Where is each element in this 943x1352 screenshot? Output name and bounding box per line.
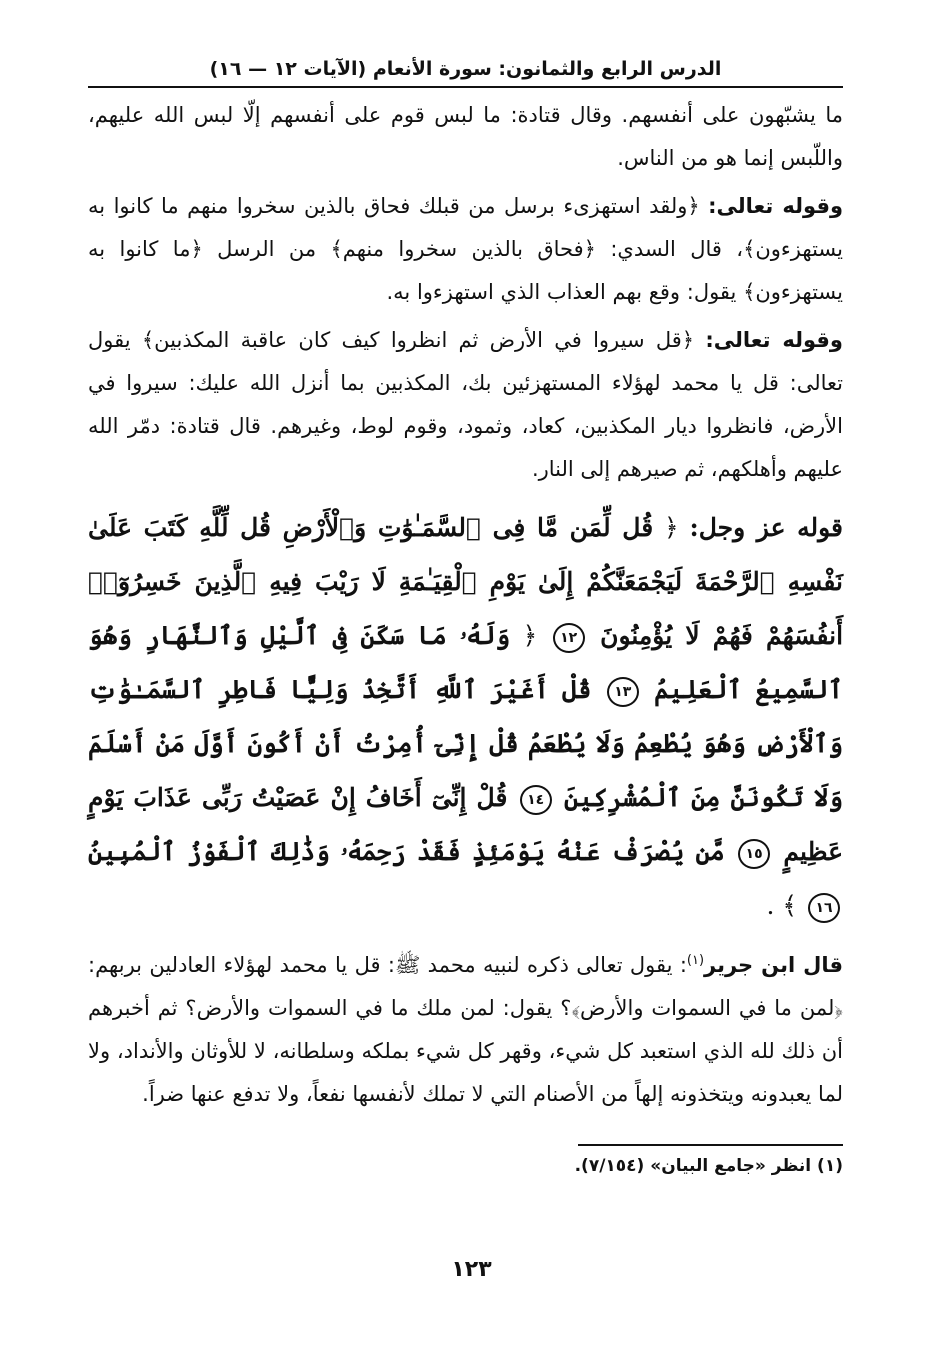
footnote-marker[interactable]: (١) bbox=[686, 953, 705, 968]
verse-text: قُلْ إِنِّىٓ أَخَافُ إِنْ عَصَيْتُ رَبِّى عَذَابَ يَوْمٍ عَظِيمٍ bbox=[88, 783, 843, 866]
paragraph-lead: وقوله تعالى: bbox=[708, 194, 843, 218]
footnote-divider bbox=[578, 1144, 843, 1146]
verse-text: قُلْ أَغَيْرَ ٱللَّهِ أَتَّخِذُ وَلِيًّا فَاطِرِ ٱلسَّمَـٰوَٰتِ وَٱلْأَرْضِ وَهُوَ يُطْعِمُ وَلَا يُطْعَمُ قُلْ إِنِّىٓ أُمِرْتُ أَنْ أَكُونَ أَوَّلَ مَنْ أَسْلَمَ وَلَا تَكُونَنَّ مِنَ ٱلْمُشْرِكِينَ bbox=[88, 675, 844, 812]
verse-text: وَلَهُۥ مَا سَكَنَ فِى ٱلَّيْلِ وَٱلنَّهَارِ وَهُوَ ٱلسَّمِيعُ ٱلْعَلِيمُ bbox=[88, 621, 843, 704]
quran-passage bbox=[88, 501, 843, 933]
ayah-number-icon: ١٤ bbox=[520, 785, 552, 815]
footnote: (١) انظر «جامع البيان» (٧/١٥٤). bbox=[574, 1156, 843, 1176]
paragraph-text: ﴿قل سيروا في الأرض ثم انظروا كيف كان عاقبة المكذبين﴾ يقول تعالى: قل يا محمد لهؤلاء المستهزئين بك، المكذبين بما أنزل الله عليك: سيروا في الأرض، فانظروا ديار المكذبين، كعاد، وثمود، وقوم لوط، وغيرهم. قال قتادة: دمّر الله عليهم وأهلكهم، ثم صيرهم إلى النار. bbox=[88, 328, 843, 481]
commentary-paragraph bbox=[88, 939, 843, 1116]
quran-open-bracket: ﴿ bbox=[664, 513, 679, 542]
ayah-number-icon: ١٣ bbox=[607, 677, 639, 707]
paragraph-text: ما يشبّهون على أنفسهم. وقال قتادة: ما لبس قوم على أنفسهم إلّا لبس الله عليهم، واللّبس إنما هو من الناس. bbox=[88, 103, 843, 170]
page-body bbox=[88, 58, 843, 1176]
quran-close-bracket: ﴾ bbox=[782, 891, 798, 920]
paragraph-lead: وقوله تعالى: bbox=[705, 328, 843, 352]
paragraph-3 bbox=[88, 319, 843, 491]
commentary-text: : يقول تعالى ذكره لنبيه محمد ﷺ: قل يا محمد لهؤلاء العادلين بربهم: ﴿لمن ما في السموات والأرض﴾؟ يقول: لمن ملك ما في السموات والأرض؟ ثم أخبرهم أن ذلك لله الذي استعبد كل شيء، وقهر كل شيء بملكه وسلطانه، لا للأوثان والأنداد، ولا لما يعبدونه ويتخذونه إلهاً من الأصنام التي لا تملك لأنفسها نفعاً، ولا تدفع عنها ضراً. bbox=[88, 953, 843, 1106]
verse-text: مَّن يُصْرَفْ عَنْهُ يَوْمَئِذٍ فَقَدْ رَحِمَهُۥ وَذَٰلِكَ ٱلْفَوْزُ ٱلْمُبِينُ bbox=[88, 837, 725, 866]
paragraph-text: ﴿ولقد استهزىء برسل من قبلك فحاق بالذين سخروا منهم ما كانوا به يستهزءون﴾، قال السدي: ﴿فحاق بالذين سخروا منهم﴾ من الرسل ﴿ما كانوا به يستهزءون﴾ يقول: وقع بهم العذاب الذي استهزءوا به. bbox=[88, 194, 843, 304]
quran-end-mark: . bbox=[766, 891, 775, 920]
ayah-number-icon: ١٢ bbox=[553, 623, 585, 653]
commentary-lead: قال ابن جرير bbox=[704, 953, 844, 977]
quran-open-bracket: ﴿ bbox=[522, 621, 538, 650]
page-number: ١٢٣ bbox=[451, 1257, 492, 1282]
ayah-number-icon: ١٦ bbox=[808, 893, 840, 923]
quran-lead: قوله عز وجل: bbox=[689, 513, 843, 542]
ayah-number-icon: ١٥ bbox=[738, 839, 770, 869]
paragraph-2 bbox=[88, 185, 843, 314]
running-header: الدرس الرابع والثمانون: سورة الأنعام (الآيات ١٢ — ١٦) bbox=[88, 58, 843, 88]
verse-text: قُل لِّمَن مَّا فِى ٱلسَّمَـٰوَٰتِ وَٱلْأَرْضِ قُل لِّلَّهِ كَتَبَ عَلَىٰ نَفْسِهِ ٱلرَّحْمَةَ لَيَجْمَعَنَّكُمْ إِلَىٰ يَوْمِ ٱلْقِيَـٰمَةِ لَا رَيْبَ فِيهِ ٱلَّذِينَ خَسِرُوٓا۟ أَنفُسَهُمْ فَهُمْ لَا يُؤْمِنُونَ bbox=[88, 513, 844, 650]
paragraph-1 bbox=[88, 94, 843, 180]
